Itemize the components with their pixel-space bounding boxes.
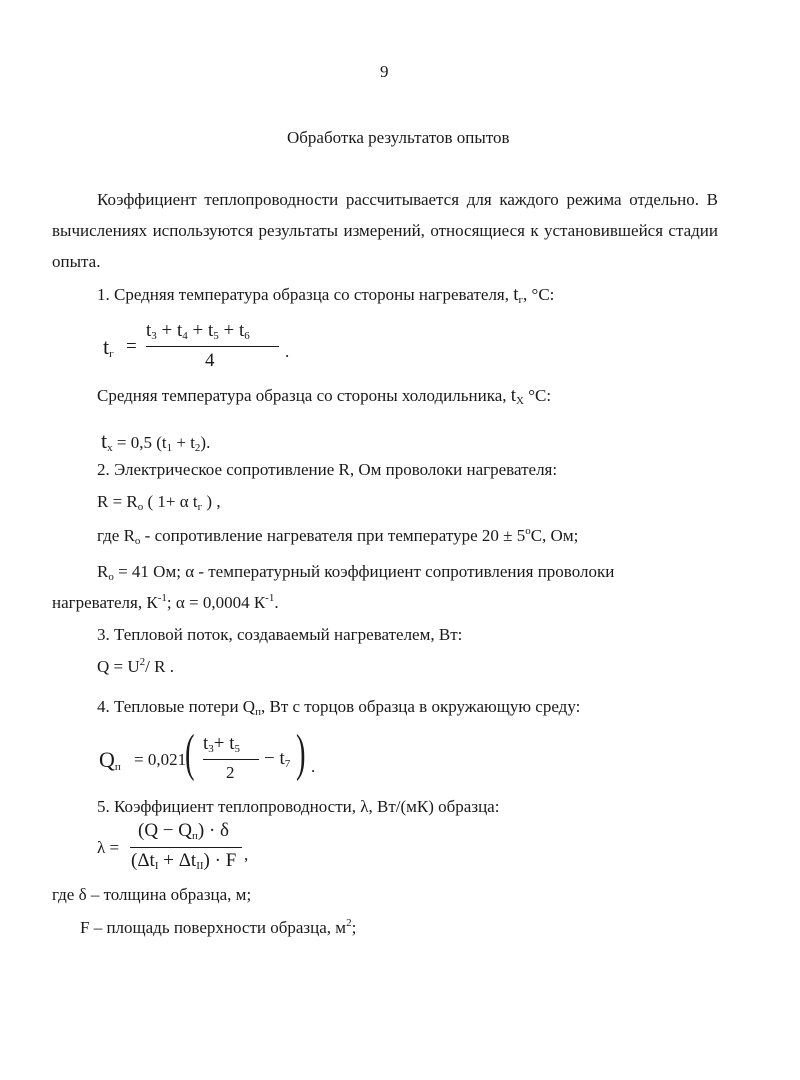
f-definition: F – площадь поверхности образца, $м^2$; xyxy=(80,917,357,937)
item-1-label: 1. Средняя температура образца со стороны нагревателя, xyxy=(97,285,509,304)
formula-qp-minus-t7: − $t_7$ xyxy=(264,748,291,770)
formula-lambda-tail: , xyxy=(244,845,249,864)
item-1b-unit: °C: xyxy=(528,386,552,405)
tg-variable: $t_г$ xyxy=(513,284,524,306)
item-1-text xyxy=(97,284,554,306)
item-1b-label: Средняя температура образца со стороны холодильника, xyxy=(97,386,507,405)
formula-tg-denominator: 4 xyxy=(205,350,215,371)
formula-tg-lhs: $t_г$ xyxy=(103,334,114,360)
formula-qp-lhs: $Q_п$ xyxy=(99,747,121,773)
r0-value-line: $R_o = 41$ Ом; α - температурный коэффициент сопротивления проволоки xyxy=(97,562,615,583)
tx-variable: $t_X$ xyxy=(510,385,524,407)
formula-qp-numerator: $t_3+ t_5$ xyxy=(203,733,241,755)
formula-qp-open-paren: ( xyxy=(185,725,195,782)
item-3-text: 3. Тепловой поток, создаваемый нагревателем, Вт: xyxy=(97,625,463,644)
item-2-text: 2. Электрическое сопротивление R, Ом проволоки нагревателя: xyxy=(97,460,558,479)
formula-tx: $t_x = 0,5$ $(t_1 + t_2)$. xyxy=(101,428,211,454)
intro-paragraph: Коэффициент теплопроводности рассчитывается для каждого режима отдельно. В вычислениях используются результаты измерений, относящиеся к установившейся стадии опыта. xyxy=(52,190,718,271)
formula-qp-tail: . xyxy=(311,757,316,776)
page-number: 9 xyxy=(380,62,389,81)
alpha-value-line: нагревателя, $К^{-1}$; α = 0,0004 $К^{-1}$. xyxy=(52,592,279,612)
formula-tg-tail: . xyxy=(285,342,290,361)
formula-lambda-denominator: $(\Delta t_I + \Delta t_{II}) \cdot F$ xyxy=(131,850,237,872)
formula-tg-fraction-bar xyxy=(146,346,279,347)
formula-qp-coef: = 0,021 xyxy=(134,750,187,769)
r0-definition: где $R_o$ - сопротивление нагревателя при температуре $20 \pm 5^oС$, Ом; xyxy=(97,525,579,547)
item-5-text: 5. Коэффициент теплопроводности, λ, Вт/(мК) образца: xyxy=(97,797,500,816)
formula-qp-close-paren: ) xyxy=(296,725,306,782)
formula-tg-numerator: $t_3 + t_4 + t_5 + t_6$ xyxy=(146,320,250,342)
formula-r: $R = R_o$ ( 1+ α $t_г$ ) , xyxy=(97,492,221,513)
item-1-unit: , °C: xyxy=(523,285,555,304)
formula-lambda-lhs: λ = xyxy=(97,838,120,857)
section-heading: Обработка результатов опытов xyxy=(287,128,510,147)
formula-lambda-numerator: $(Q - Q_п) \cdot \delta$ xyxy=(138,820,229,842)
item-4-text: 4. Тепловые потери $Q_п$, Вт с торцов образца в окружающую среду: xyxy=(97,697,581,718)
formula-qp-fraction-bar xyxy=(203,759,259,760)
delta-definition: где δ – толщина образца, м; xyxy=(52,885,252,904)
formula-q: $Q = U^2/$ R . xyxy=(97,656,174,676)
formula-lambda-fraction-bar xyxy=(130,847,242,848)
formula-tg-eq: = xyxy=(126,336,137,357)
item-1b-text xyxy=(97,385,551,407)
formula-qp-denominator: 2 xyxy=(226,763,235,782)
